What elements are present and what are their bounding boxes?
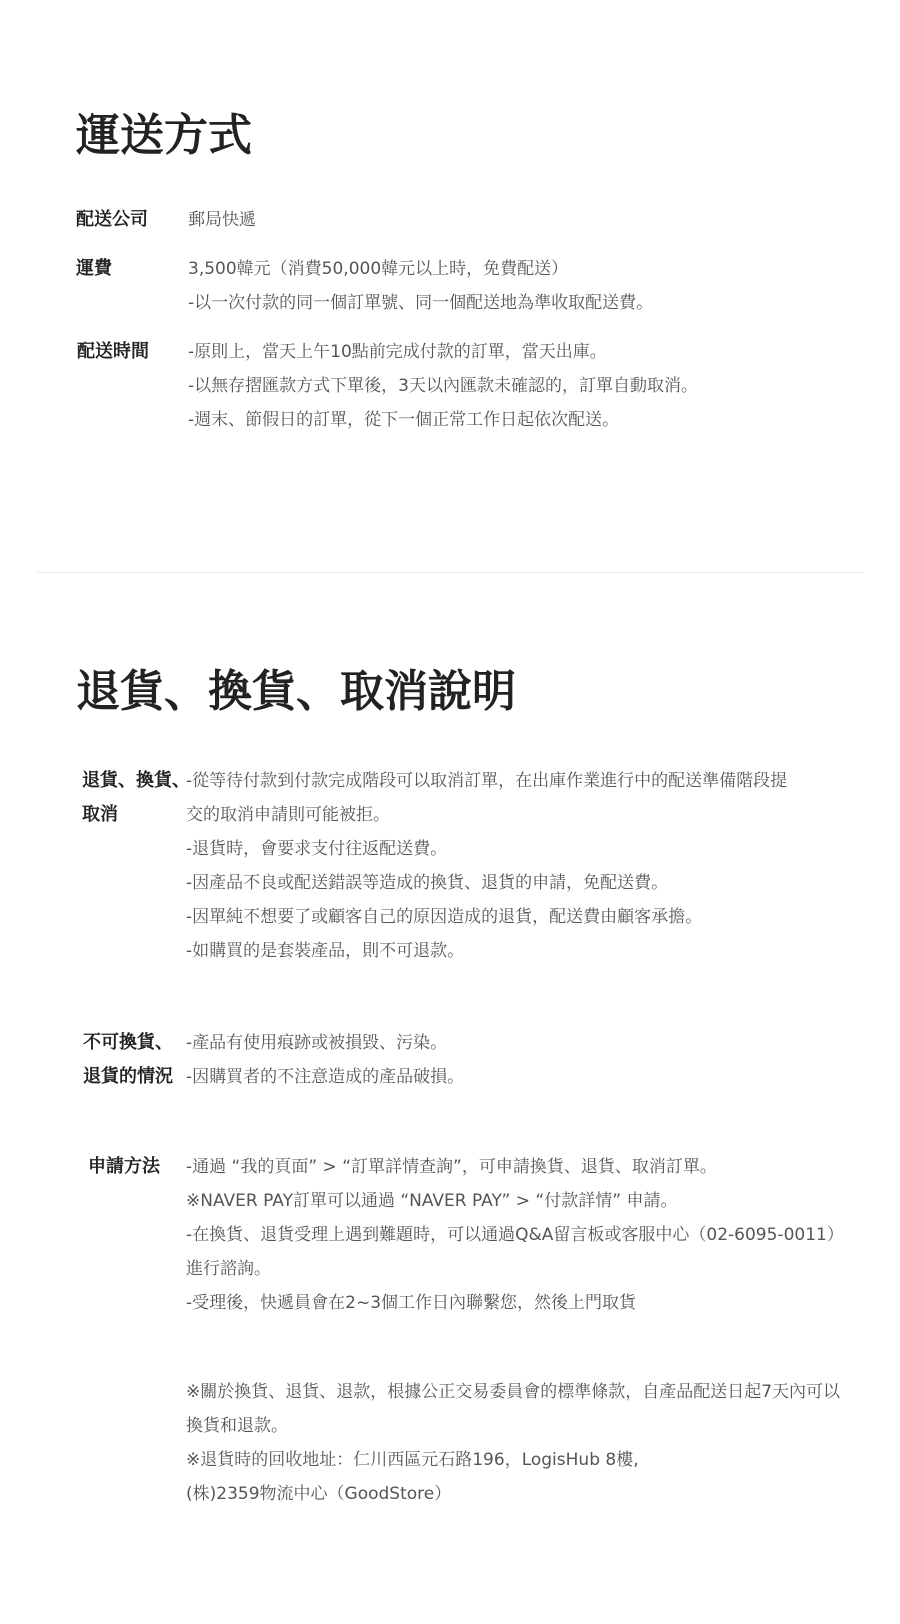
body-line: -週末、節假日的訂單，從下一個正常工作日起依次配送。 xyxy=(188,410,620,430)
label-line: 退貨、換貨、 xyxy=(82,770,190,791)
body-line: -以一次付款的同一個訂單號、同一個配送地為準收取配送費。 xyxy=(188,293,654,313)
body-line: -如購買的是套裝產品，則不可退款。 xyxy=(186,941,465,961)
row-label xyxy=(76,203,148,237)
body-line: ※關於換貨、退貨、退款，根據公正交易委員會的標準條款，自產品配送日起7天內可以 xyxy=(186,1382,841,1402)
row-body xyxy=(186,1375,840,1511)
label-line: 配送時間 xyxy=(77,341,149,362)
body-line: 3,500韓元（消費50,000韓元以上時，免費配送） xyxy=(188,259,569,279)
body-line: -受理後，快遞員會在2~3個工作日內聯繫您，然後上門取貨 xyxy=(186,1293,637,1313)
label-line: 運費 xyxy=(76,258,112,279)
body-line: -以無存摺匯款方式下單後，3天以內匯款未確認的，訂單自動取消。 xyxy=(188,376,698,396)
body-line: -原則上，當天上午10點前完成付款的訂單，當天出庫。 xyxy=(188,342,607,362)
label-line: 退貨的情況 xyxy=(83,1066,173,1087)
section-divider xyxy=(36,572,864,573)
body-line: -因產品不良或配送錯誤等造成的換貨、退貨的申請，免配送費。 xyxy=(186,873,669,893)
row-label xyxy=(77,335,149,369)
row-label xyxy=(83,1026,173,1094)
body-line: -產品有使用痕跡或被損毀、污染。 xyxy=(186,1033,448,1053)
body-line: -在換貨、退貨受理上遇到難題時，可以通過Q&A留言板或客服中心（02-6095-0011） xyxy=(186,1225,844,1245)
body-line: -通過 “我的頁面” > “訂單詳情查詢”，可申請換貨、退貨、取消訂單。 xyxy=(186,1157,717,1177)
row-body xyxy=(188,335,698,437)
label-line: 申請方法 xyxy=(88,1156,160,1177)
body-line: -退貨時，會要求支付往返配送費。 xyxy=(186,839,448,859)
body-line: 進行諮詢。 xyxy=(186,1259,271,1279)
row-body xyxy=(188,203,256,237)
label-line: 不可換貨、 xyxy=(83,1032,173,1053)
body-line: -從等待付款到付款完成階段可以取消訂單，在出庫作業進行中的配送準備階段提 xyxy=(186,771,788,791)
row-body xyxy=(188,252,653,320)
returns-section-title: 退貨、換貨、取消說明 xyxy=(76,666,516,717)
label-line: 取消 xyxy=(82,804,118,825)
body-line: 交的取消申請則可能被拒。 xyxy=(186,805,390,825)
row-body xyxy=(186,1026,464,1094)
body-line: ※NAVER PAY訂單可以通過 “NAVER PAY” > “付款詳情” 申請。 xyxy=(186,1191,678,1211)
body-line: (株)2359物流中心（GoodStore） xyxy=(186,1484,452,1504)
row-label xyxy=(82,764,190,832)
row-label xyxy=(76,252,112,286)
shipping-section-title: 運送方式 xyxy=(76,110,252,161)
row-body xyxy=(186,764,787,968)
label-line: 配送公司 xyxy=(76,209,148,230)
body-line: ※退貨時的回收地址：仁川西區元石路196，LogisHub 8樓, xyxy=(186,1450,639,1470)
body-line: -因購買者的不注意造成的產品破損。 xyxy=(186,1067,465,1087)
body-line: 郵局快遞 xyxy=(188,210,256,230)
body-line: 換貨和退款。 xyxy=(186,1416,288,1436)
row-body xyxy=(186,1150,844,1320)
body-line: -因單純不想要了或顧客自己的原因造成的退貨，配送費由顧客承擔。 xyxy=(186,907,703,927)
row-label xyxy=(88,1150,160,1184)
